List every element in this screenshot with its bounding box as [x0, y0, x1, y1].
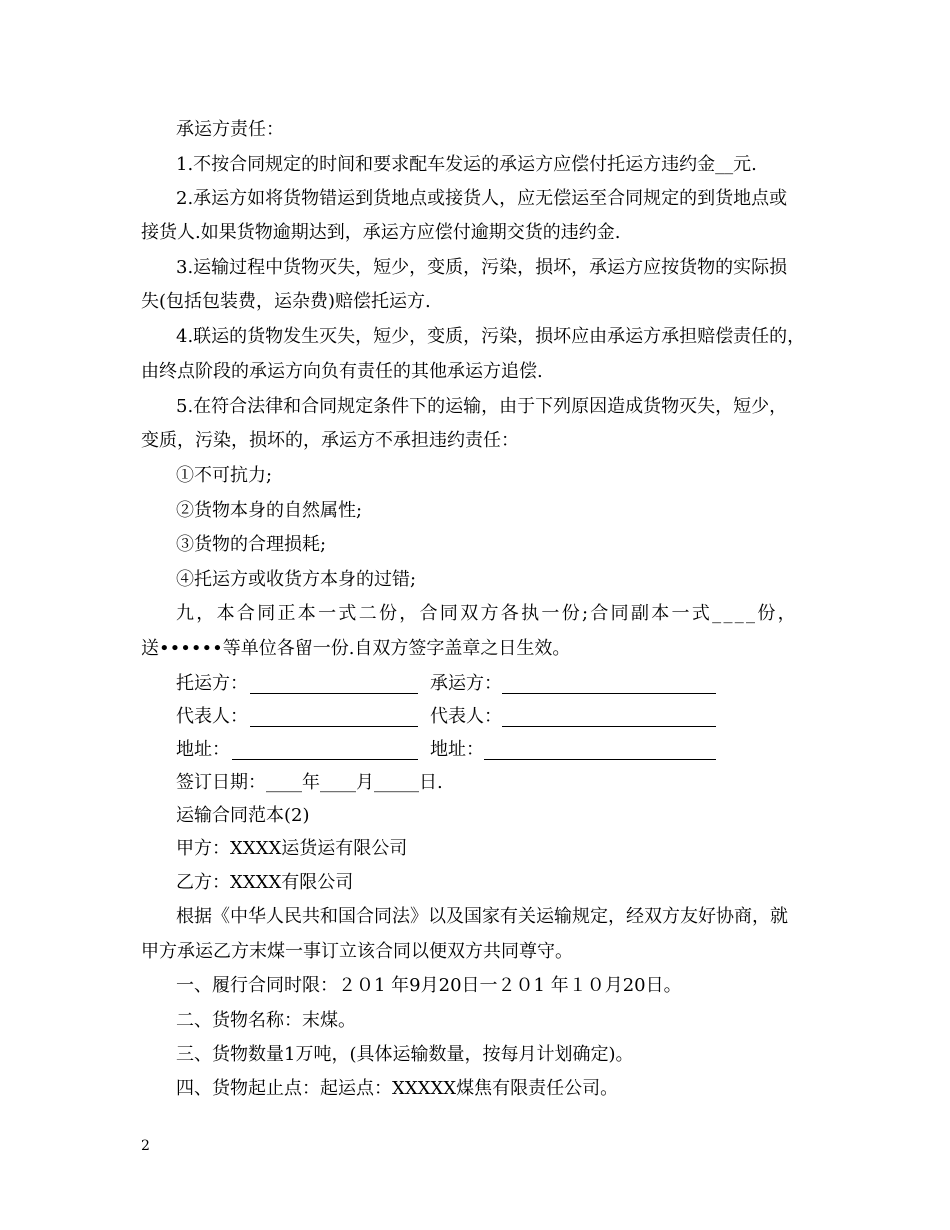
- paragraph-line: [0, 320, 950, 354]
- page-number: 2: [141, 1138, 150, 1154]
- article-9: 九，本合同正本一式二份，合同双方各执一份;合同副本一式____份，: [176, 603, 798, 624]
- paragraph-line: [0, 182, 950, 216]
- clause-3: 3.运输过程中货物灭失，短少，变质，污染，损坏，承运方应按货物的实际损: [176, 257, 788, 278]
- carrier-label: 承运方：: [430, 673, 502, 694]
- paragraph-line: [0, 900, 950, 934]
- party-b-text: 乙方：XXXX有限公司: [176, 872, 354, 893]
- clause-1: 1.不按合同规定的时间和要求配车发运的承运方应偿付托运方违约金__元.: [176, 154, 757, 175]
- shipper-rep-label: 代表人：: [176, 706, 248, 727]
- clause-2: 2.承运方如将货物错运到货地点或接货人，应无偿运至合同规定的到货地点或: [176, 188, 788, 209]
- signature-row-representatives: [0, 700, 950, 734]
- paragraph-line: [0, 355, 950, 389]
- paragraph-line: [0, 424, 950, 458]
- carrier-rep-label: 代表人：: [430, 706, 502, 727]
- paragraph-line: [0, 216, 950, 250]
- paragraph-line: [0, 251, 950, 285]
- party-a: [0, 832, 950, 866]
- carrier-signature-line[interactable]: [502, 667, 716, 694]
- shipper-rep-line[interactable]: [250, 700, 418, 727]
- signing-date-text: 签订日期：____年____月_____日.: [176, 772, 443, 793]
- term-4: 四、货物起止点：起运点：XXXXX煤焦有限责任公司。: [176, 1078, 619, 1099]
- clause-5: 5.在符合法律和合同规定条件下的运输，由于下列原因造成货物灭失，短少，: [176, 396, 788, 417]
- section-heading: [0, 113, 950, 147]
- term-item: [0, 969, 950, 1003]
- clause-4-cont: 由终点阶段的承运方向负有责任的其他承运方追偿.: [141, 361, 543, 382]
- term-item: [0, 1004, 950, 1038]
- shipper-label: 托运方：: [176, 673, 248, 694]
- term-2: 二、货物名称：末煤。: [176, 1010, 356, 1031]
- exemption-3: ③货物的合理损耗;: [176, 534, 327, 555]
- shipper-address-line[interactable]: [232, 733, 418, 760]
- carrier-rep-line[interactable]: [502, 700, 716, 727]
- carrier-address-line[interactable]: [484, 733, 716, 760]
- paragraph-line: [0, 935, 950, 969]
- shipper-address-label: 地址：: [176, 739, 230, 760]
- term-item: [0, 1072, 950, 1106]
- exemption-item: [0, 459, 950, 493]
- article-9-cont: 送••••••等单位各留一份.自双方签字盖章之日生效。: [141, 638, 571, 659]
- exemption-4: ④托运方或收货方本身的过错;: [176, 569, 417, 590]
- exemption-item: [0, 563, 950, 597]
- contract-2-heading: [0, 799, 950, 833]
- heading-text: 承运方责任：: [176, 119, 284, 140]
- signing-date: [0, 766, 950, 800]
- term-3: 三、货物数量1万吨，(具体运输数量，按每月计划确定)。: [176, 1044, 634, 1065]
- paragraph-line: [0, 148, 950, 182]
- party-b: [0, 866, 950, 900]
- clause-3-cont: 失(包括包装费，运杂费)赔偿托运方.: [141, 291, 431, 312]
- term-item: [0, 1038, 950, 1072]
- preamble-cont: 甲方承运乙方末煤一事订立该合同以便双方共同尊守。: [141, 941, 573, 962]
- exemption-item: [0, 528, 950, 562]
- clause-5-cont: 变质，污染，损坏的，承运方不承担违约责任：: [141, 430, 519, 451]
- preamble: 根据《中华人民共和国合同法》以及国家有关运输规定，经双方友好协商，就: [176, 906, 788, 927]
- shipper-signature-line[interactable]: [250, 667, 418, 694]
- carrier-address-label: 地址：: [430, 739, 484, 760]
- clause-2-cont: 接货人.如果货物逾期达到，承运方应偿付逾期交货的违约金.: [141, 222, 621, 243]
- exemption-2: ②货物本身的自然属性;: [176, 500, 363, 521]
- party-a-text: 甲方：XXXX运货运有限公司: [176, 838, 408, 859]
- exemption-1: ①不可抗力;: [176, 465, 273, 486]
- term-1: 一、履行合同时限：２０1 年9月20日一２０1 年１０月20日。: [176, 975, 682, 996]
- paragraph-line: [0, 285, 950, 319]
- signature-row-parties: [0, 667, 950, 701]
- paragraph-line: [0, 632, 950, 666]
- signature-row-addresses: [0, 733, 950, 767]
- clause-4: 4.联运的货物发生灭失，短少，变质，污染，损坏应由承运方承担赔偿责任的，: [176, 326, 806, 347]
- exemption-item: [0, 494, 950, 528]
- paragraph-line: [0, 597, 950, 631]
- paragraph-line: [0, 390, 950, 424]
- contract-2-title: 运输合同范本(2): [176, 805, 310, 826]
